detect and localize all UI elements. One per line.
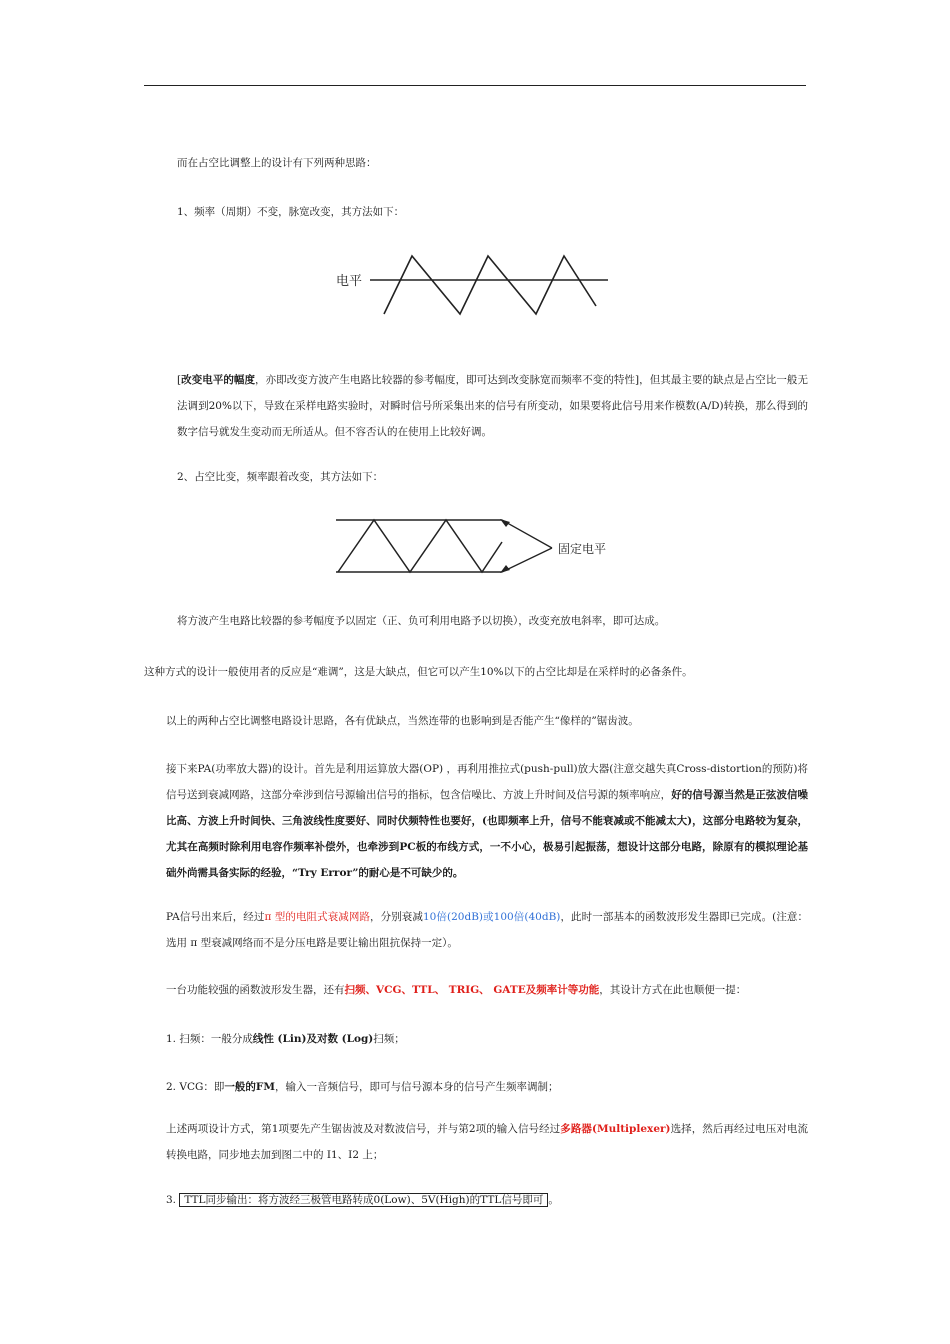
method-1-heading: 1、频率（周期）不变，脉宽改变，其方法如下： <box>177 206 405 218</box>
intro-text: 而在占空比调整上的设计有下列两种思路： <box>177 157 377 169</box>
item3-b: 。 <box>548 1194 559 1206</box>
method-2-heading: 2、占空比变，频率跟着改变，其方法如下： <box>177 471 384 483</box>
item1-b: 扫频； <box>373 1033 405 1045</box>
paragraph-4: 以上的两种占空比调整电路设计思路，各有优缺点，当然连带的也影响到是否能产生“像样的”锯齿波。 <box>166 715 639 727</box>
paragraph-6 <box>144 904 808 956</box>
para7-red: 扫频、VCG、TTL、 TRIG、 GATE及频率计等功能 <box>344 984 600 996</box>
para5-normal: 接下来PA(功率放大器)的设计。首先是利用运算放大器(OP) ，再利用推拉式(push-pull)放大器(注意交越失真Cross-distortion的预防)将信号送到衰减网路，这部分牵涉到信号源输出信号的指标，包含信噪比、方波上升时间及信号源的频率响应， <box>166 763 808 801</box>
para1-bracket: [ <box>177 374 182 386</box>
para6-a: PA信号出来后，经过 <box>166 911 265 923</box>
item3-boxed: TTL同步输出：将方波经三极管电路转成0(Low)、5V(High)的TTL信号即可 <box>179 1193 548 1207</box>
figure-2-label: 固定电平 <box>558 542 607 556</box>
para6-red: π 型的电阻式衰减网路 <box>264 911 371 923</box>
item2-bold: 一般的FM <box>224 1081 275 1093</box>
figure-2-triangle-wave-icon <box>334 514 664 580</box>
figure-1-label: 电平 <box>336 274 363 289</box>
para8-a: 上述两项设计方式，第1项要先产生锯齿波及对数波信号，并与第2项的输入信号经过 <box>166 1123 561 1135</box>
item1-bold: 线性 (Lin)及对数 (Log) <box>252 1033 374 1045</box>
paragraph-7 <box>144 977 808 1003</box>
para5-bold: 好的信号源当然是正弦波信噪比高、方波上升时间快、三角波线性度要好、同时伏频特性也要好，(也即频率上升，信号不能衰减或不能减太大)，这部分电路较为复杂，尤其在高频时除利用电容作频率补偿外，也牵涉到PC板的布线方式，一不小心，极易引起振荡，想设计这部分电路，除原有的模拟理论基础外尚需具备实际的经验，“Try Error”的耐心是不可缺少的。 <box>166 789 809 879</box>
item2-b: ，输入一音频信号，即可与信号源本身的信号产生频率调制； <box>274 1081 559 1093</box>
para8-red: 多路器(Multiplexer) <box>560 1123 671 1135</box>
figure-1-triangle-wave-icon <box>336 248 616 320</box>
para7-a: 一台功能较强的函数波形发生器，还有 <box>166 984 345 996</box>
para1-bold: 改变电平的幅度 <box>181 374 256 386</box>
para1-rest: ，亦即改变方波产生电路比较器的参考幅度，即可达到改变脉宽而频率不变的特性]，但其最主要的缺点是占空比一般无法调到20%以下，导致在采样电路实验时，对瞬时信号所采集出来的信号有所变动，如果要将此信号用来作模数(A/D)转换，那么得到的数字信号就发生变动而无所适从。但不容否认的在使用上比较好调。 <box>177 374 808 438</box>
para6-c: ，此时一部基本的函数波形发生器即已完成。(注意：选用 π 型衰减网络而不是分压电路是要让输出阻抗保持一定）。 <box>166 911 809 949</box>
item1-a: 1. 扫频：一般分成 <box>166 1033 253 1045</box>
list-item-2 <box>144 1074 808 1100</box>
para6-b: ，分别衰减 <box>370 911 423 923</box>
list-item-3 <box>144 1187 808 1213</box>
para7-b: ，其设计方式在此也顺便一提： <box>599 984 747 996</box>
list-item-1 <box>144 1026 808 1052</box>
paragraph-2: 将方波产生电路比较器的参考幅度予以固定（正、负可利用电路予以切换），改变充放电斜率，即可达成。 <box>177 615 666 627</box>
paragraph-8 <box>144 1116 808 1168</box>
paragraph-3: 这种方式的设计一般使用者的反应是“难调”，这是大缺点，但它可以产生10%以下的占空比却是在采样时的必备条件。 <box>144 666 693 678</box>
paragraph-5 <box>144 756 808 886</box>
item2-a: 2. VCG：即 <box>166 1081 225 1093</box>
para8-b: 选择，然后再经过电压对电流转换电路，同步地去加到图二中的 I1、I2 上； <box>166 1123 808 1161</box>
paragraph-1 <box>144 367 808 445</box>
item3-a: 3. <box>166 1194 180 1206</box>
para6-blue: 10倍(20dB)或100倍(40dB) <box>422 911 561 923</box>
header-rule <box>144 85 806 86</box>
